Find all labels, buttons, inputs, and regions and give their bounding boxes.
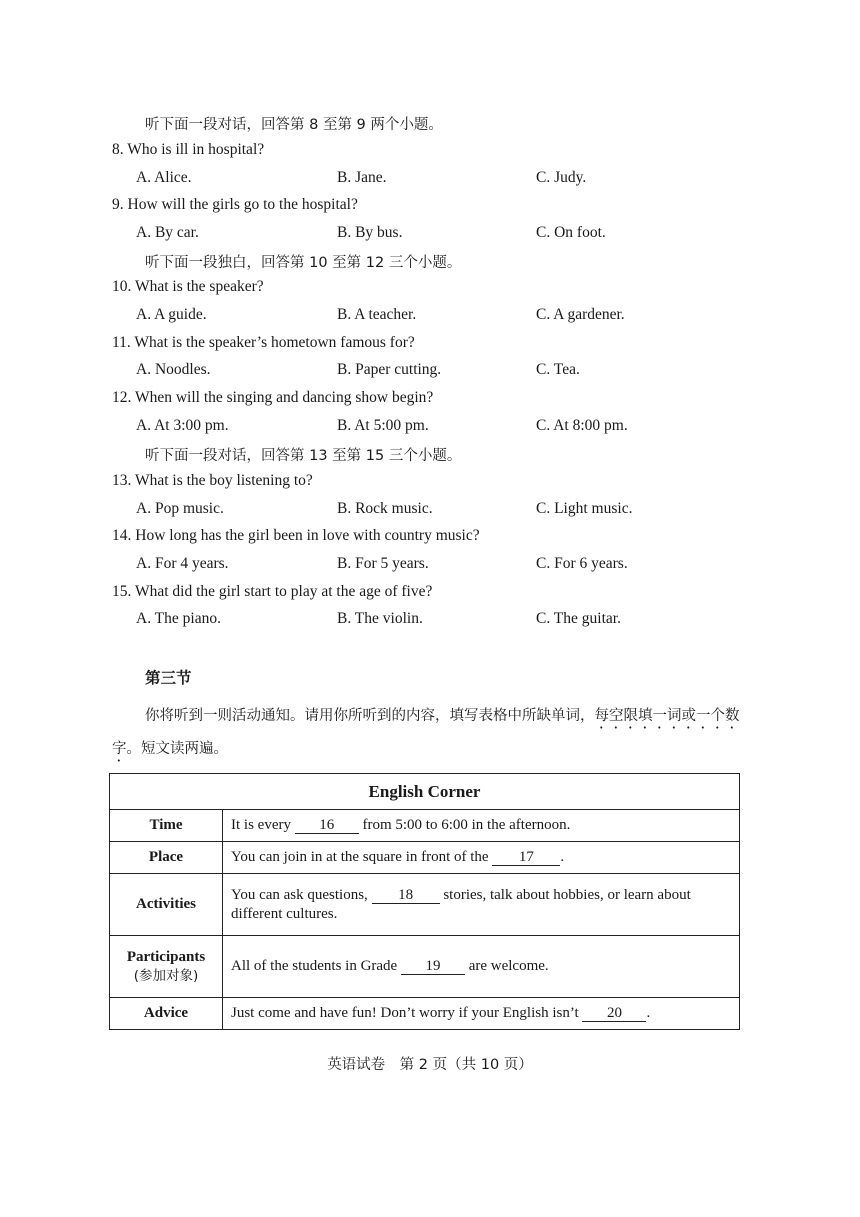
option-9a: A. By car. bbox=[136, 224, 199, 241]
cell-participants bbox=[223, 936, 740, 998]
desc-start: 你将听到一则活动通知。请用你所听到的内容，填写表格中所缺单词， bbox=[145, 708, 595, 724]
question-12: 12. When will the singing and dancing show begin? bbox=[112, 389, 434, 406]
table-header: English Corner bbox=[110, 774, 740, 810]
question-8: 8. Who is ill in hospital? bbox=[112, 141, 265, 158]
option-9b: B. By bus. bbox=[337, 224, 403, 241]
blank-16[interactable]: 16 bbox=[295, 818, 359, 834]
option-11b: B. Paper cutting. bbox=[337, 361, 442, 378]
option-14c: C. For 6 years. bbox=[536, 555, 628, 572]
option-9c: C. On foot. bbox=[536, 224, 606, 241]
question-9: 9. How will the girls go to the hospital? bbox=[112, 196, 358, 213]
question-14: 14. How long has the girl been in love with country music? bbox=[112, 527, 480, 544]
label-advice: Advice bbox=[110, 998, 223, 1030]
instruction-q10-12: 听下面一段独白，回答第 10 至第 12 三个小题。 bbox=[145, 255, 462, 271]
place-text-post: . bbox=[560, 849, 565, 865]
participants-label-sub: (参加对象) bbox=[133, 967, 199, 984]
participants-text-pre: All of the students in Grade bbox=[231, 958, 398, 974]
desc-end: 。短文读两遍。 bbox=[126, 741, 228, 757]
cell-time bbox=[223, 810, 740, 842]
advice-text-post: . bbox=[646, 1005, 651, 1021]
cell-activities bbox=[223, 874, 740, 936]
place-text-pre: You can join in at the square in front of the bbox=[231, 849, 489, 865]
question-13: 13. What is the boy listening to? bbox=[112, 472, 313, 489]
question-15: 15. What did the girl start to play at the age of five? bbox=[112, 583, 433, 600]
option-10c: C. A gardener. bbox=[536, 306, 625, 323]
question-11: 11. What is the speaker’s hometown famous for? bbox=[112, 334, 415, 351]
activities-text-post: stories, talk about hobbies, or learn about different cultures. bbox=[231, 886, 691, 922]
option-14a: A. For 4 years. bbox=[136, 555, 229, 572]
english-corner-table bbox=[109, 773, 740, 1030]
time-text-post: from 5:00 to 6:00 in the afternoon. bbox=[362, 817, 571, 833]
participants-text-post: are welcome. bbox=[468, 958, 549, 974]
blank-17[interactable]: 17 bbox=[492, 850, 560, 866]
label-place: Place bbox=[110, 842, 223, 874]
label-participants bbox=[110, 936, 223, 998]
option-8a: A. Alice. bbox=[136, 169, 192, 186]
participants-label-text: Participants bbox=[126, 948, 206, 965]
option-15c: C. The guitar. bbox=[536, 610, 621, 627]
blank-20[interactable]: 20 bbox=[582, 1006, 646, 1022]
section-3-title: 第三节 bbox=[145, 669, 192, 687]
page-footer: 英语试卷 第 2 页（共 10 页） bbox=[327, 1057, 533, 1073]
option-10a: A. A guide. bbox=[136, 306, 207, 323]
option-13c: C. Light music. bbox=[536, 500, 633, 517]
option-12a: A. At 3:00 pm. bbox=[136, 417, 229, 434]
instruction-q13-15: 听下面一段对话，回答第 13 至第 15 三个小题。 bbox=[145, 448, 462, 464]
blank-18[interactable]: 18 bbox=[372, 888, 440, 904]
option-14b: B. For 5 years. bbox=[337, 555, 429, 572]
cell-place bbox=[223, 842, 740, 874]
option-15a: A. The piano. bbox=[136, 610, 221, 627]
label-time: Time bbox=[110, 810, 223, 842]
option-13a: A. Pop music. bbox=[136, 500, 224, 517]
option-13b: B. Rock music. bbox=[337, 500, 433, 517]
option-12b: B. At 5:00 pm. bbox=[337, 417, 429, 434]
option-11a: A. Noodles. bbox=[136, 361, 211, 378]
option-8c: C. Judy. bbox=[536, 169, 587, 186]
advice-text-pre: Just come and have fun! Don’t worry if your English isn’t bbox=[231, 1005, 579, 1021]
desc-emphasis-2: 词或一个数字 bbox=[112, 708, 740, 757]
option-11c: C. Tea. bbox=[536, 361, 580, 378]
time-text-pre: It is every bbox=[231, 817, 291, 833]
question-10: 10. What is the speaker? bbox=[112, 278, 264, 295]
section-3-instructions bbox=[112, 700, 752, 766]
cell-advice bbox=[223, 998, 740, 1030]
blank-19[interactable]: 19 bbox=[401, 959, 465, 975]
option-15b: B. The violin. bbox=[337, 610, 423, 627]
label-activities: Activities bbox=[110, 874, 223, 936]
option-10b: B. A teacher. bbox=[337, 306, 417, 323]
activities-text-pre: You can ask questions, bbox=[231, 886, 368, 903]
instruction-q8-9: 听下面一段对话，回答第 8 至第 9 两个小题。 bbox=[145, 117, 443, 133]
option-12c: C. At 8:00 pm. bbox=[536, 417, 628, 434]
option-8b: B. Jane. bbox=[337, 169, 387, 186]
desc-emphasis-1: 每空限填一 bbox=[594, 708, 667, 724]
